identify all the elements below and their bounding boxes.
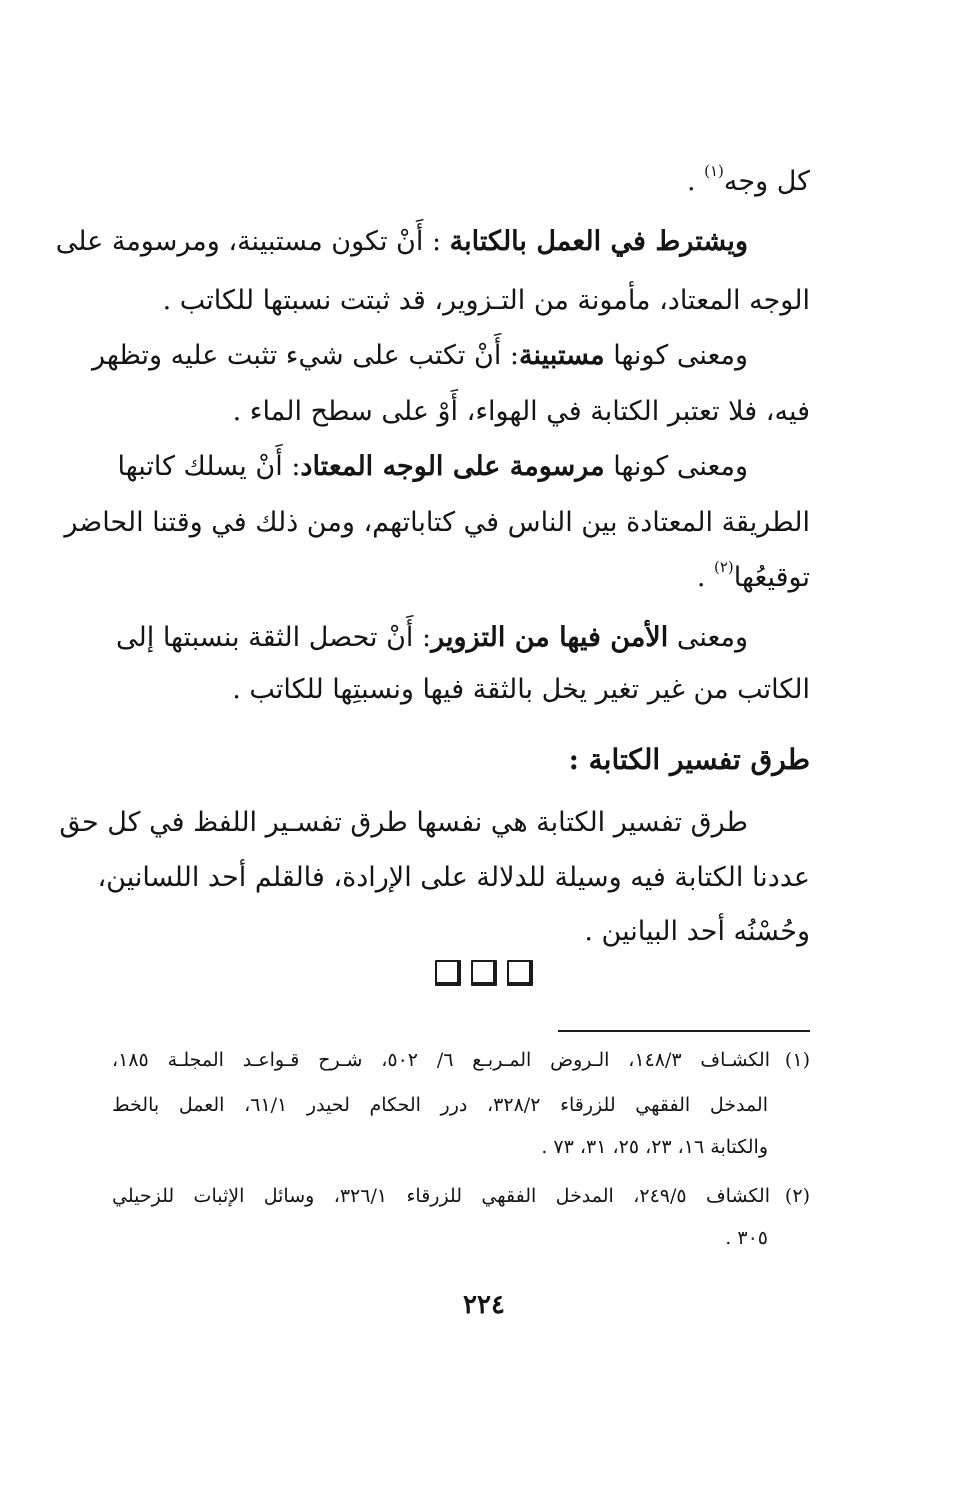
body-line-10: الكاتب من غير تغير يخل بالثقة فيها ونسبتِها للكاتب . (232, 674, 810, 705)
bold-term: مرسومة على الوجه المعتاد (300, 451, 605, 482)
square-ornament-icon (507, 960, 533, 986)
text-segment: . (686, 166, 705, 197)
footnote-ref-1: (١) (704, 162, 724, 180)
bold-term: ويشترط في العمل بالكتابة (449, 226, 748, 257)
text-segment: كل وجه (723, 166, 810, 197)
body-line-1 (118, 162, 810, 202)
footnote-number: (١) (784, 1049, 810, 1071)
section-line-2: عددنا الكتابة فيه وسيلة للدلالة على الإرادة، فالقلم أحد اللسانين، (97, 862, 810, 893)
text-segment: توقيعُها (733, 562, 810, 593)
footnote-rule (558, 1030, 810, 1032)
body-line-2 (55, 222, 748, 262)
body-line-9 (118, 618, 748, 658)
section-line-3: وحُسْنُه أحد البيانين . (584, 916, 810, 947)
section-heading: طرق تفسير الكتابة : (568, 743, 810, 776)
square-ornament-icon (471, 960, 497, 986)
footnote-2-line-1 (112, 1176, 810, 1216)
text-segment: : أَنْ يسلك كاتبها (117, 451, 301, 482)
text-segment: : أَنْ تكون مستبينة، ومرسومة على (55, 226, 442, 257)
body-line-7: الطريقة المعتادة بين الناس في كتاباتهم، ومن ذلك في وقتنا الحاضر (64, 507, 810, 538)
text-segment: ومعنى (676, 622, 748, 653)
footnote-text: الكشـاف ١٤٨/٣، الـروض المـربـع ٦/ ٥٠٢، شـرح قـواعـد المجلـة ١٨٥، (112, 1049, 770, 1071)
footnote-2-line-2: ٣٠٥ . (725, 1227, 768, 1249)
body-line-4 (92, 336, 748, 376)
bold-term: مستبينة (519, 340, 605, 371)
footnote-ref-2: (٢) (714, 558, 734, 576)
section-divider (0, 960, 968, 986)
text-segment: . (696, 562, 714, 593)
text-segment: : أَنْ تحصل الثقة بنسبتها إلى (116, 622, 432, 653)
page-number: ٢٢٤ (463, 1290, 505, 1320)
footnote-1-line-1 (112, 1040, 810, 1080)
body-line-5: فيه، فلا تعتبر الكتابة في الهواء، أَوْ على سطح الماء . (232, 396, 810, 427)
footnote-text: الكشاف ٢٤٩/٥، المدخل الفقهي للزرقاء ٣٢٦/١، وسائل الإثبات للزحيلي (112, 1185, 770, 1207)
text-segment: ومعنى كونها (613, 340, 748, 371)
text-segment: ومعنى كونها (613, 451, 748, 482)
body-line-6 (118, 447, 748, 487)
text-segment: : أَنْ تكتب على شيء تثبت عليه وتظهر (92, 340, 520, 371)
body-line-3: الوجه المعتاد، مأمونة من التـزوير، قد ثبتت نسبتها للكاتب . (162, 285, 810, 316)
section-line-1: طرق تفسير الكتابة هي نفسها طرق تفسـير اللفظ في كل حق (59, 807, 748, 838)
footnote-1-line-3: والكتابة ١٦، ٢٣، ٢٥، ٣١، ٧٣ . (541, 1136, 768, 1158)
footnote-1-line-2: المدخل الفقهي للزرقاء ٣٢٨/٢، درر الحكام لحيدر ٦١/١، العمل بالخط (112, 1094, 768, 1116)
bold-term: الأمن فيها من التزوير (431, 622, 669, 653)
square-ornament-icon (435, 960, 461, 986)
footnote-number: (٢) (784, 1185, 810, 1207)
body-line-8 (118, 558, 810, 598)
